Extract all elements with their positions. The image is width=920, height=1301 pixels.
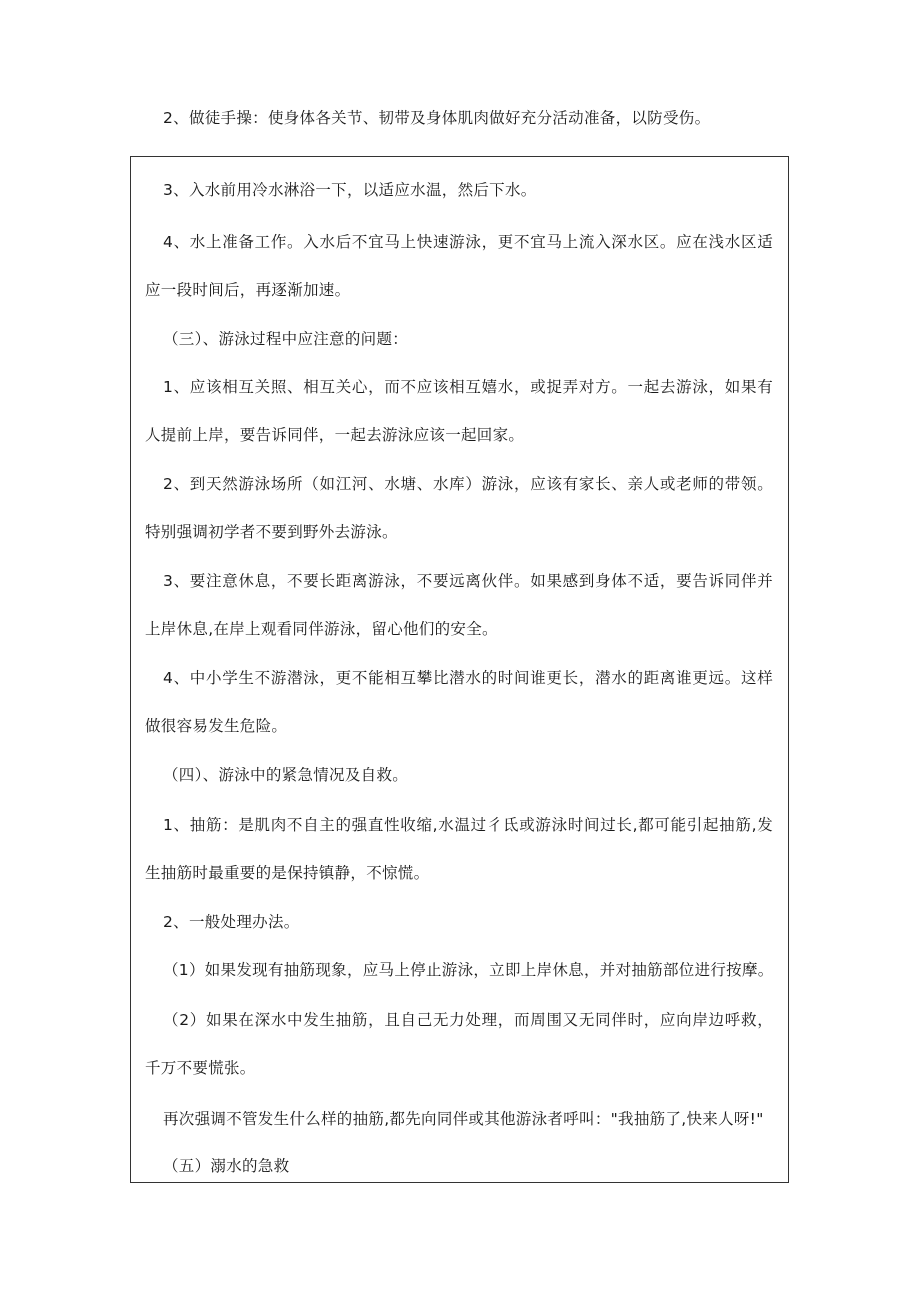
emphasis-paragraph: 再次强调不管发生什么样的抽筋,都先向同伴或其他游泳者呼叫："我抽筋了,快来人呀!" — [163, 1110, 764, 1128]
section-3-item-1: 1、应该相互关照、相互关心，而不应该相互嬉水，或捉弄对方。一起去游泳，如果有人提前上岸，要告诉同伴，一起去游泳应该一起回家。 — [145, 378, 773, 444]
section-3-item-3: 3、要注意休息，不要长距离游泳，不要远离伙伴。如果感到身体不适，要告诉同伴并上岸休息,在岸上观看同伴游泳，留心他们的安全。 — [145, 572, 773, 638]
section-3-item-4: 4、中小学生不游潜泳，更不能相互攀比潜水的时间谁更长，潜水的距离谁更远。这样做很容易发生危险。 — [145, 669, 773, 735]
subitem-1: （1）如果发现有抽筋现象，应马上停止游泳，立即上岸休息，并对抽筋部位进行按摩。 — [163, 961, 774, 979]
section-4-item-2: 2、一般处理办法。 — [163, 913, 300, 931]
section-3-item-2: 2、到天然游泳场所（如江河、水塘、水库）游泳，应该有家长、亲人或老师的带领。特别强调初学者不要到野外去游泳。 — [145, 475, 773, 541]
paragraph-4: 4、水上准备工作。入水后不宜马上快速游泳，更不宜马上流入深水区。应在浅水区适应一段时间后，再逐渐加速。 — [145, 233, 773, 299]
paragraph-3: 3、入水前用冷水淋浴一下，以适应水温，然后下水。 — [163, 181, 537, 199]
intro-item-2: 2、做徒手操：使身体各关节、韧带及身体肌肉做好充分活动准备，以防受伤。 — [163, 109, 711, 127]
section-4-heading: （四）、游泳中的紧急情况及自救。 — [163, 766, 409, 784]
section-3-heading: （三）、游泳过程中应注意的问题： — [163, 330, 409, 348]
subitem-2: （2）如果在深水中发生抽筋，且自己无力处理，而周围又无同伴时，应向岸边呼救，千万不要慌张。 — [145, 1011, 773, 1077]
section-4-item-1: 1、抽筋：是肌肉不自主的强直性收缩,水温过彳氐或游泳时间过长,都可能引起抽筋,发生抽筋时最重要的是保持镇静，不惊慌。 — [145, 816, 773, 882]
section-5-heading: （五）溺水的急救 — [163, 1157, 290, 1175]
